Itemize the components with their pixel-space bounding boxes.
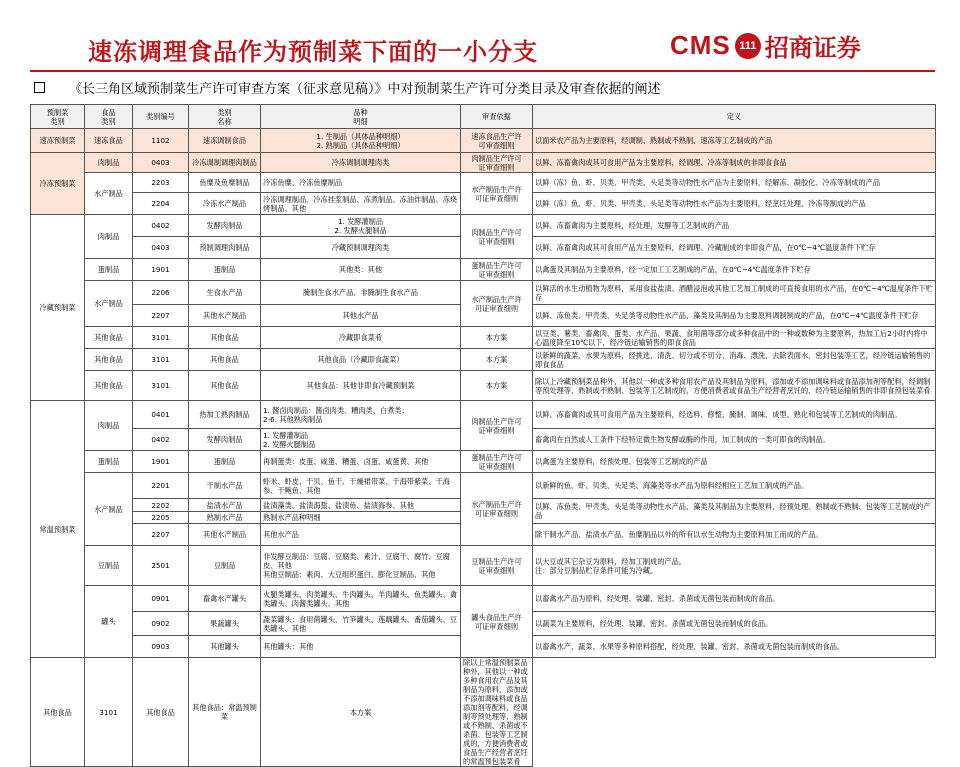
table-cell: 3101 [133,327,189,349]
table-cell: 其他食品 [31,658,85,767]
table-cell: 其他食品：其他非即食冷藏预制菜 [261,371,461,401]
table-cell: 本方案 [261,658,461,767]
bullet-square-icon [34,82,45,93]
table-cell: 干制水产品 [189,473,261,499]
table-cell: 发酵肉制品 [189,429,261,451]
table-cell: 0901 [133,586,189,612]
table-cell: 水产制品 [85,281,133,327]
table-row [31,451,936,473]
table-cell: 冷冻调理制品、冷冻挂浆制品、冻煮制品、冻油炸制品、冻烧烤制品、其他 [261,193,461,215]
table-cell: 以鲜（冻）鱼、虾、贝类、甲壳类、头足类等动物性水产品为主要原料，经解冻、凝胶化、冷冻等制成的产品 [533,173,936,193]
table-cell: 蛋制品 [189,451,261,473]
table-row [31,153,936,173]
table-cell: 鱼糜及鱼糜制品 [189,173,261,193]
table-row [31,586,936,612]
table-cell: 0902 [133,612,189,636]
table-cell: 其他食品 [85,371,133,401]
header-name: 类别 名称 [189,105,261,129]
table-cell: 冷冻水产制品 [189,193,261,215]
table-row [31,173,936,193]
table-cell: 生食水产品 [189,281,261,305]
table-row [31,129,936,153]
table-cell: 速冻调制食品 [189,129,261,153]
table-cell: 肉制品 [85,153,133,173]
license-catalog-table [30,104,936,767]
table-cell: 以豆类、薯类、畜禽肉、蛋类、水产品、果蔬、食用菌等部分或多种食品中的一种或数种为主要原料，热加工后2小时内将中心温度降至10℃以下，经冷链运输销售的即食食品 [533,327,936,349]
table-cell: 除以上冷藏预制菜品种外，其他以一种或多种食用农产品及其制品为原料，添加或不添加调味料或食品添加剂等配料，经调制等预处理等、熟制或不熟制、包装等工艺制成的，方便消费者或食品生产经营者烹饪的、经冷链运输销售的非即食预包装菜肴 [533,371,936,401]
table-cell: 以禽蛋为主要原料，经预处理、包装等工艺制成的产品 [533,451,936,473]
table-cell: 水产制品 [85,473,133,546]
table-cell: 盐渍藻类、盐渍海蜇、盐渍鱼、盐渍海参、其他 [261,499,461,512]
table-cell: 本方案 [461,371,533,401]
table-cell: 其他食品 [189,327,261,349]
table-cell: 除干制水产品、盐渍水产品、鱼糜制品以外的所有以水生动物为主要原料加工而成的产品。 [533,524,936,546]
table-cell: 肉制品 [85,215,133,259]
table-cell: 以新鲜的鱼、虾、贝类、头足类、海藻类等水产品为原料经相应工艺加工制成的产品。 [533,473,936,499]
table-cell: 预制调理肉制品 [189,237,261,259]
table-cell: 冷冻鱼糜、冷冻鱼糜制品 [261,173,461,193]
table-cell: 熟制水产品种明细 [261,512,461,524]
header-basis: 审查依据 [461,105,533,129]
header-variety: 品种 明细 [261,105,461,129]
table-cell: 以鲜、冻畜禽肉或其可食用产品为主要原料，经调理、冷冻等制成的非即食食品 [533,153,936,173]
table-cell: 肉制品生产许可 证审查细则 [461,153,533,173]
table-row [31,281,936,305]
table-cell: 2207 [133,524,189,546]
table-cell: 0402 [133,429,189,451]
table-cell: 热加工熟肉制品 [189,401,261,429]
table-cell: 水产制品生产许 可证审查细则 [461,473,533,546]
table-row [31,327,936,349]
table-cell: 0903 [133,636,189,658]
table-body [31,129,936,767]
table-cell: 豆制品 [85,546,133,586]
table-cell: 熟制水产品 [189,512,261,524]
table-cell: 以畜禽水产品为原料，经处理、装罐、密封、杀菌或无菌包装而制成的食品。 [533,586,936,612]
table-cell: 以新鲜的蔬菜、水果为原料，经挑选、清洗、切分或不切分、消毒、漂洗、去除表面水、密封包装等工艺，经冷链运输销售的即食食品 [533,349,936,371]
table-cell: 以鲜活的水生动植物为原料，采用食盐盐渍、酒醋浸泡或其他工艺加工制成的可直接食用的水产品，在0℃~4℃温度条件下贮存 [533,281,936,305]
table-cell: 1. 酱卤肉制品：酱卤肉类、糟肉类、白煮类； 2-6. 其他熟肉制品 [261,401,461,429]
table-cell: 其他食品 [133,658,189,767]
table-cell: 2501 [133,546,189,586]
header-code: 类别编号 [133,105,189,129]
table-row [31,349,936,371]
table-cell: 冷冻调制调理肉制品 [189,153,261,173]
table-row [31,215,936,237]
table-cell: 其他水产制品 [189,305,261,327]
table-cell: 虾米、虾皮、干贝、鱼干、干燥裙带菜、干海带紫菜、干海参、干鲍鱼、其他 [261,473,461,499]
table-cell: 其他食品（冷藏即食蔬菜） [261,349,461,371]
table-cell: 畜禽肉在自然或人工条件下经特定微生物发酵或酶的作用，加工制成的一类可即食的肉制品。 [533,429,936,451]
table-cell: 0403 [133,153,189,173]
table-cell: 3101 [133,349,189,371]
table-cell: 果蔬罐头 [189,612,261,636]
header-food: 食品 类别 [85,105,133,129]
table-cell: 蛋制品 [85,259,133,281]
table-cell: 2203 [133,173,189,193]
table-cell: 以鲜、冻鱼类、甲壳类、头足类等动物性水产品、藻类及其制品为主要原料调制制成的产品，在0℃~4℃温度条件下贮存 [533,305,936,327]
table-cell: 冷冻调制调理肉类 [261,153,461,173]
table-cell: 蛋制品生产许可 证审查细则 [461,259,533,281]
table-cell: 2204 [133,193,189,215]
table-cell: 腌制生食水产品、非腌制生食水产品 [261,281,461,305]
table-cell: 速冻食品 [85,129,133,153]
table-header-row [31,105,936,129]
page-title: 速冻调理食品作为预制菜下面的一小分支 [88,37,538,66]
table-cell: 以鲜、冻畜禽肉为主要原料，经处理、发酵等工艺制成的产品 [533,215,936,237]
table-cell: 其他罐头：其他 [261,636,461,658]
table-cell: 其他水产品 [261,524,461,546]
title-divider [30,70,935,72]
table-cell: 蛋制品 [85,451,133,473]
table-cell: 水产制品 [85,173,133,215]
table-row [31,371,936,401]
table-cell: 非发酵豆制品：豆腐、豆腐类、素汁、豆腐干、腐竹、豆腐皮、其他 其他豆制品：素肉、大豆组织蛋白、膨化豆制品、其他 [261,546,461,586]
table-cell: 盐渍水产品 [189,499,261,512]
table-cell: 速冻食品生产许 可审查细则 [461,129,533,153]
table-row [31,259,936,281]
table-cell: 本方案 [461,327,533,349]
header-cat: 预制菜 类别 [31,105,85,129]
table-cell: 除以上常温预制菜品种外，其他以一种或多种食用农产品及其制品为原料，添加或不添加调味料或食品添加剂等配料，经调制等预处理等、熟制或不熟制、杀菌或不杀菌、包装等工艺制成的，方便消费者或食品生产经营者烹饪的常温预包装菜肴 [461,658,533,767]
table-cell: 罐头食品生产许 可证审查细则 [461,586,533,658]
table-cell: 水产制品生产许 可证审查细则 [461,173,533,215]
table-cell: 以大豆或其它杂豆为原料，经加工制成的产品。 注：部分豆制品贮存条件可能为冷藏。 [533,546,936,586]
table-cell: 其他食品 [85,349,133,371]
table-cell: 豆制品生产许可 证审查细则 [461,546,533,586]
table-cell: 豆制品 [189,546,261,586]
table-cell: 发酵肉制品 [189,215,261,237]
table-cell: 速冻预制菜 [31,129,85,153]
table-cell: 3101 [85,658,133,767]
table-row [31,658,936,767]
header-def: 定义 [533,105,936,129]
table-cell: 1901 [133,259,189,281]
table-cell: 蔬菜罐头：食用菌罐头、竹笋罐头、莲藕罐头、番茄罐头、豆类罐头、其他 [261,612,461,636]
table-cell: 以鲜（冻）鱼、虾、贝类、甲壳类、头足类等动物性水产品为主要原料，经烹饪处理、冷冻等制成的产品 [533,193,936,215]
table-cell: 2202 [133,499,189,512]
table-cell: 3101 [133,371,189,401]
subtitle-text: 《长三角区域预制菜生产许可审查方案（征求意见稿）》中对预制菜生产许可分类目录及审查依据的阐述 [69,82,661,97]
table-cell: 2207 [133,305,189,327]
table-cell: 其他食品 [85,327,133,349]
table-cell: 再制蛋类：皮蛋、咸蛋、糟蛋、卤蛋、咸蛋黄、其他 [261,451,461,473]
table-cell: 以畜禽水产、蔬菜、水果等多种原料搭配，经处理、装罐、密封、杀菌或无菌包装而制成的食品。 [533,636,936,658]
table-cell: 2206 [133,281,189,305]
table-cell: 0402 [133,215,189,237]
table-cell: 肉制品生产许可 证审查细则 [461,401,533,451]
table-cell: 冷藏预制调理肉类 [261,237,461,259]
table-cell: 畜禽水产罐头 [189,586,261,612]
table-cell: 其他罐头 [189,636,261,658]
logo-mark-icon: 111 [735,33,761,59]
table-cell: 其他食品 [189,349,261,371]
table-cell: 0401 [133,401,189,429]
table-cell: 以鲜、冻鱼类、甲壳类、头足类等动物性水产品、藻类及其制品为主要原料，经预处理、熟制或不熟制、包装等工艺制成的产品 [533,499,936,524]
table-cell: 2205 [133,512,189,524]
table-cell: 1102 [133,129,189,153]
table-cell: 0403 [133,237,189,259]
table-cell: 其他食品 [189,371,261,401]
subtitle [34,78,661,97]
table-cell: 冷藏预制菜 [31,215,85,401]
table-cell: 其他水产制品 [189,524,261,546]
table-cell: 肉制品 [85,401,133,451]
table-cell: 冷冻预制菜 [31,153,85,215]
table-cell: 1. 发酵灌制品 2. 发酵火腿制品 [261,429,461,451]
table-cell: 以禽蛋及其制品为主要原料，经一定加工工艺制成的产品，在0℃~4℃温度条件下贮存 [533,259,936,281]
table-cell: 以鲜、冻畜禽肉或其可食用产品为主要原料，经调理、冷藏制成的非即食产品，在0℃~4℃温度条件下贮存 [533,237,936,259]
table-cell: 1. 生制品（具体品种明细） 2. 熟制品（具体品种明细） [261,129,461,153]
table-cell: 2201 [133,473,189,499]
table-cell: 以面米农产品为主要原料，经调制、熟制或不熟制、速冻等工艺制成的产品 [533,129,936,153]
table-cell: 肉制品生产许可 证审查细则 [461,215,533,259]
table-cell: 其他类：其他 [261,259,461,281]
table-cell: 1901 [133,451,189,473]
logo-cms-text: CMS [670,30,731,60]
table-row [31,401,936,429]
logo-cn-text: 招商证券 [764,34,861,62]
table-cell: 蛋制品生产许可 证审查细则 [461,451,533,473]
table-cell: 本方案 [461,349,533,371]
table-cell: 火腿类罐头、肉类罐头、牛肉罐头、羊肉罐头、鱼类罐头、禽类罐头、肉酱类罐头、其他 [261,586,461,612]
table-cell: 其他水产品 [261,305,461,327]
cms-logo [670,28,861,63]
table-cell: 水产制品生产许 可证审查细则 [461,281,533,327]
table-cell: 常温预制菜 [31,401,85,658]
table-row [31,546,936,586]
table-row [31,473,936,499]
table-cell: 以蔬菜为主要原料，经处理、装罐、密封、杀菌或无菌包装而制成的食品。 [533,612,936,636]
table-cell: 1. 发酵灌制品 2. 发酵火腿制品 [261,215,461,237]
table-cell: 冷藏即食菜肴 [261,327,461,349]
table-cell: 其他食品：常温预制菜 [189,658,261,767]
table-cell: 蛋制品 [189,259,261,281]
table-cell: 罐头 [85,586,133,658]
table-cell: 以鲜、冻畜禽肉或其可食用产品为主要原料，经选料、修整、腌制、调味、成型、熟化和包装等工艺制成的肉制品。 [533,401,936,429]
